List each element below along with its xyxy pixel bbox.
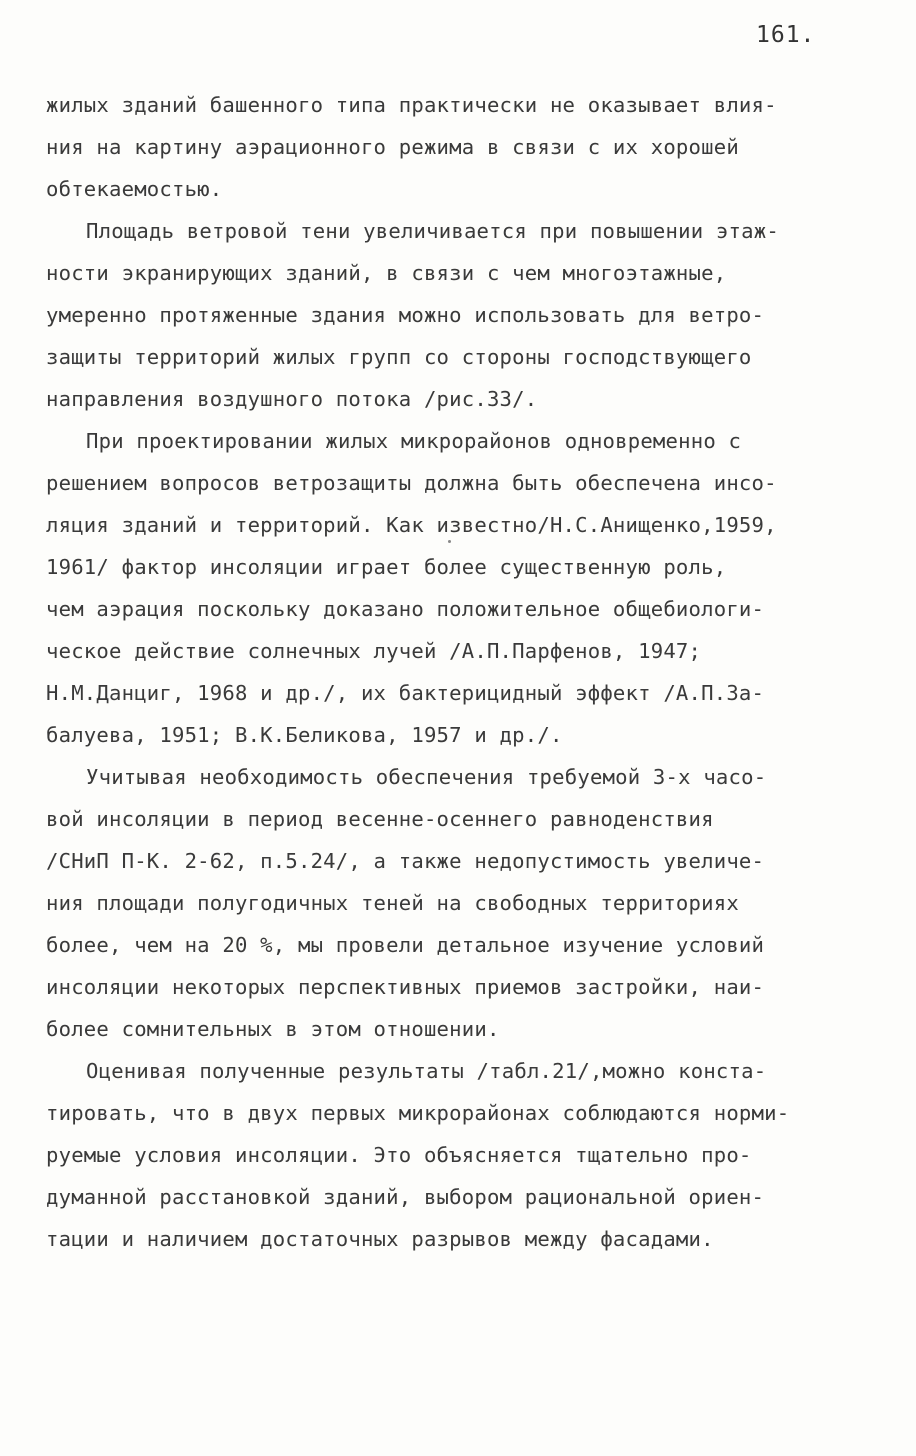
text-line: умеренно протяженные здания можно использовать для ветро-	[46, 303, 765, 327]
ink-speck	[448, 540, 451, 543]
text-line: инсоляции некоторых перспективных приемов застройки, наи-	[46, 975, 765, 999]
text-line: тировать, что в двух первых микрорайонах соблюдаются норми-	[46, 1101, 790, 1125]
body-text	[46, 84, 876, 1260]
text-line: тации и наличием достаточных разрывов между фасадами.	[46, 1227, 714, 1251]
text-line: более, чем на 20 %, мы провели детальное изучение условий	[46, 933, 765, 957]
text-line: ности экранирующих зданий, в связи с чем многоэтажные,	[46, 261, 727, 285]
text-line: думанной расстановкой зданий, выбором рациональной ориен-	[46, 1185, 765, 1209]
text-line: Учитывая необходимость обеспечения требуемой 3-х часо-	[86, 765, 767, 789]
text-line: более сомнительных в этом отношении.	[46, 1017, 500, 1041]
text-line: Площадь ветровой тени увеличивается при повышении этаж-	[86, 219, 779, 243]
text-line: Н.М.Данциг, 1968 и др./, их бактерицидный эффект /А.П.За-	[46, 681, 765, 705]
text-line: направления воздушного потока /рис.33/.	[46, 387, 538, 411]
text-line: ния на картину аэрационного режима в связи с их хорошей	[46, 135, 739, 159]
text-line: балуева, 1951; В.К.Беликова, 1957 и др./.	[46, 723, 563, 747]
text-line: чем аэрация поскольку доказано положительное общебиологи-	[46, 597, 765, 621]
text-line: руемые условия инсоляции. Это объясняется тщательно про-	[46, 1143, 752, 1167]
text-line: При проектировании жилых микрорайонов одновременно с	[86, 429, 742, 453]
text-line: решением вопросов ветрозащиты должна быть обеспечена инсо-	[46, 471, 777, 495]
text-line: жилых зданий башенного типа практически не оказывает влия-	[46, 93, 777, 117]
text-line: ния площади полугодичных теней на свободных территориях	[46, 891, 739, 915]
text-line: 1961/ фактор инсоляции играет более существенную роль,	[46, 555, 727, 579]
text-line: обтекаемостью.	[46, 177, 223, 201]
page-number: 161.	[756, 22, 816, 48]
text-line: вой инсоляции в период весенне-осеннего равноденствия	[46, 807, 714, 831]
text-line: ческое действие солнечных лучей /А.П.Парфенов, 1947;	[46, 639, 702, 663]
text-line: /СНиП П-К. 2-62, п.5.24/, а также недопустимость увеличе-	[46, 849, 765, 873]
text-line: ляция зданий и территорий. Как известно/Н.С.Анищенко,1959,	[46, 513, 777, 537]
text-line: Оценивая полученные результаты /табл.21/,можно конста-	[86, 1059, 767, 1083]
text-line: защиты территорий жилых групп со стороны господствующего	[46, 345, 752, 369]
